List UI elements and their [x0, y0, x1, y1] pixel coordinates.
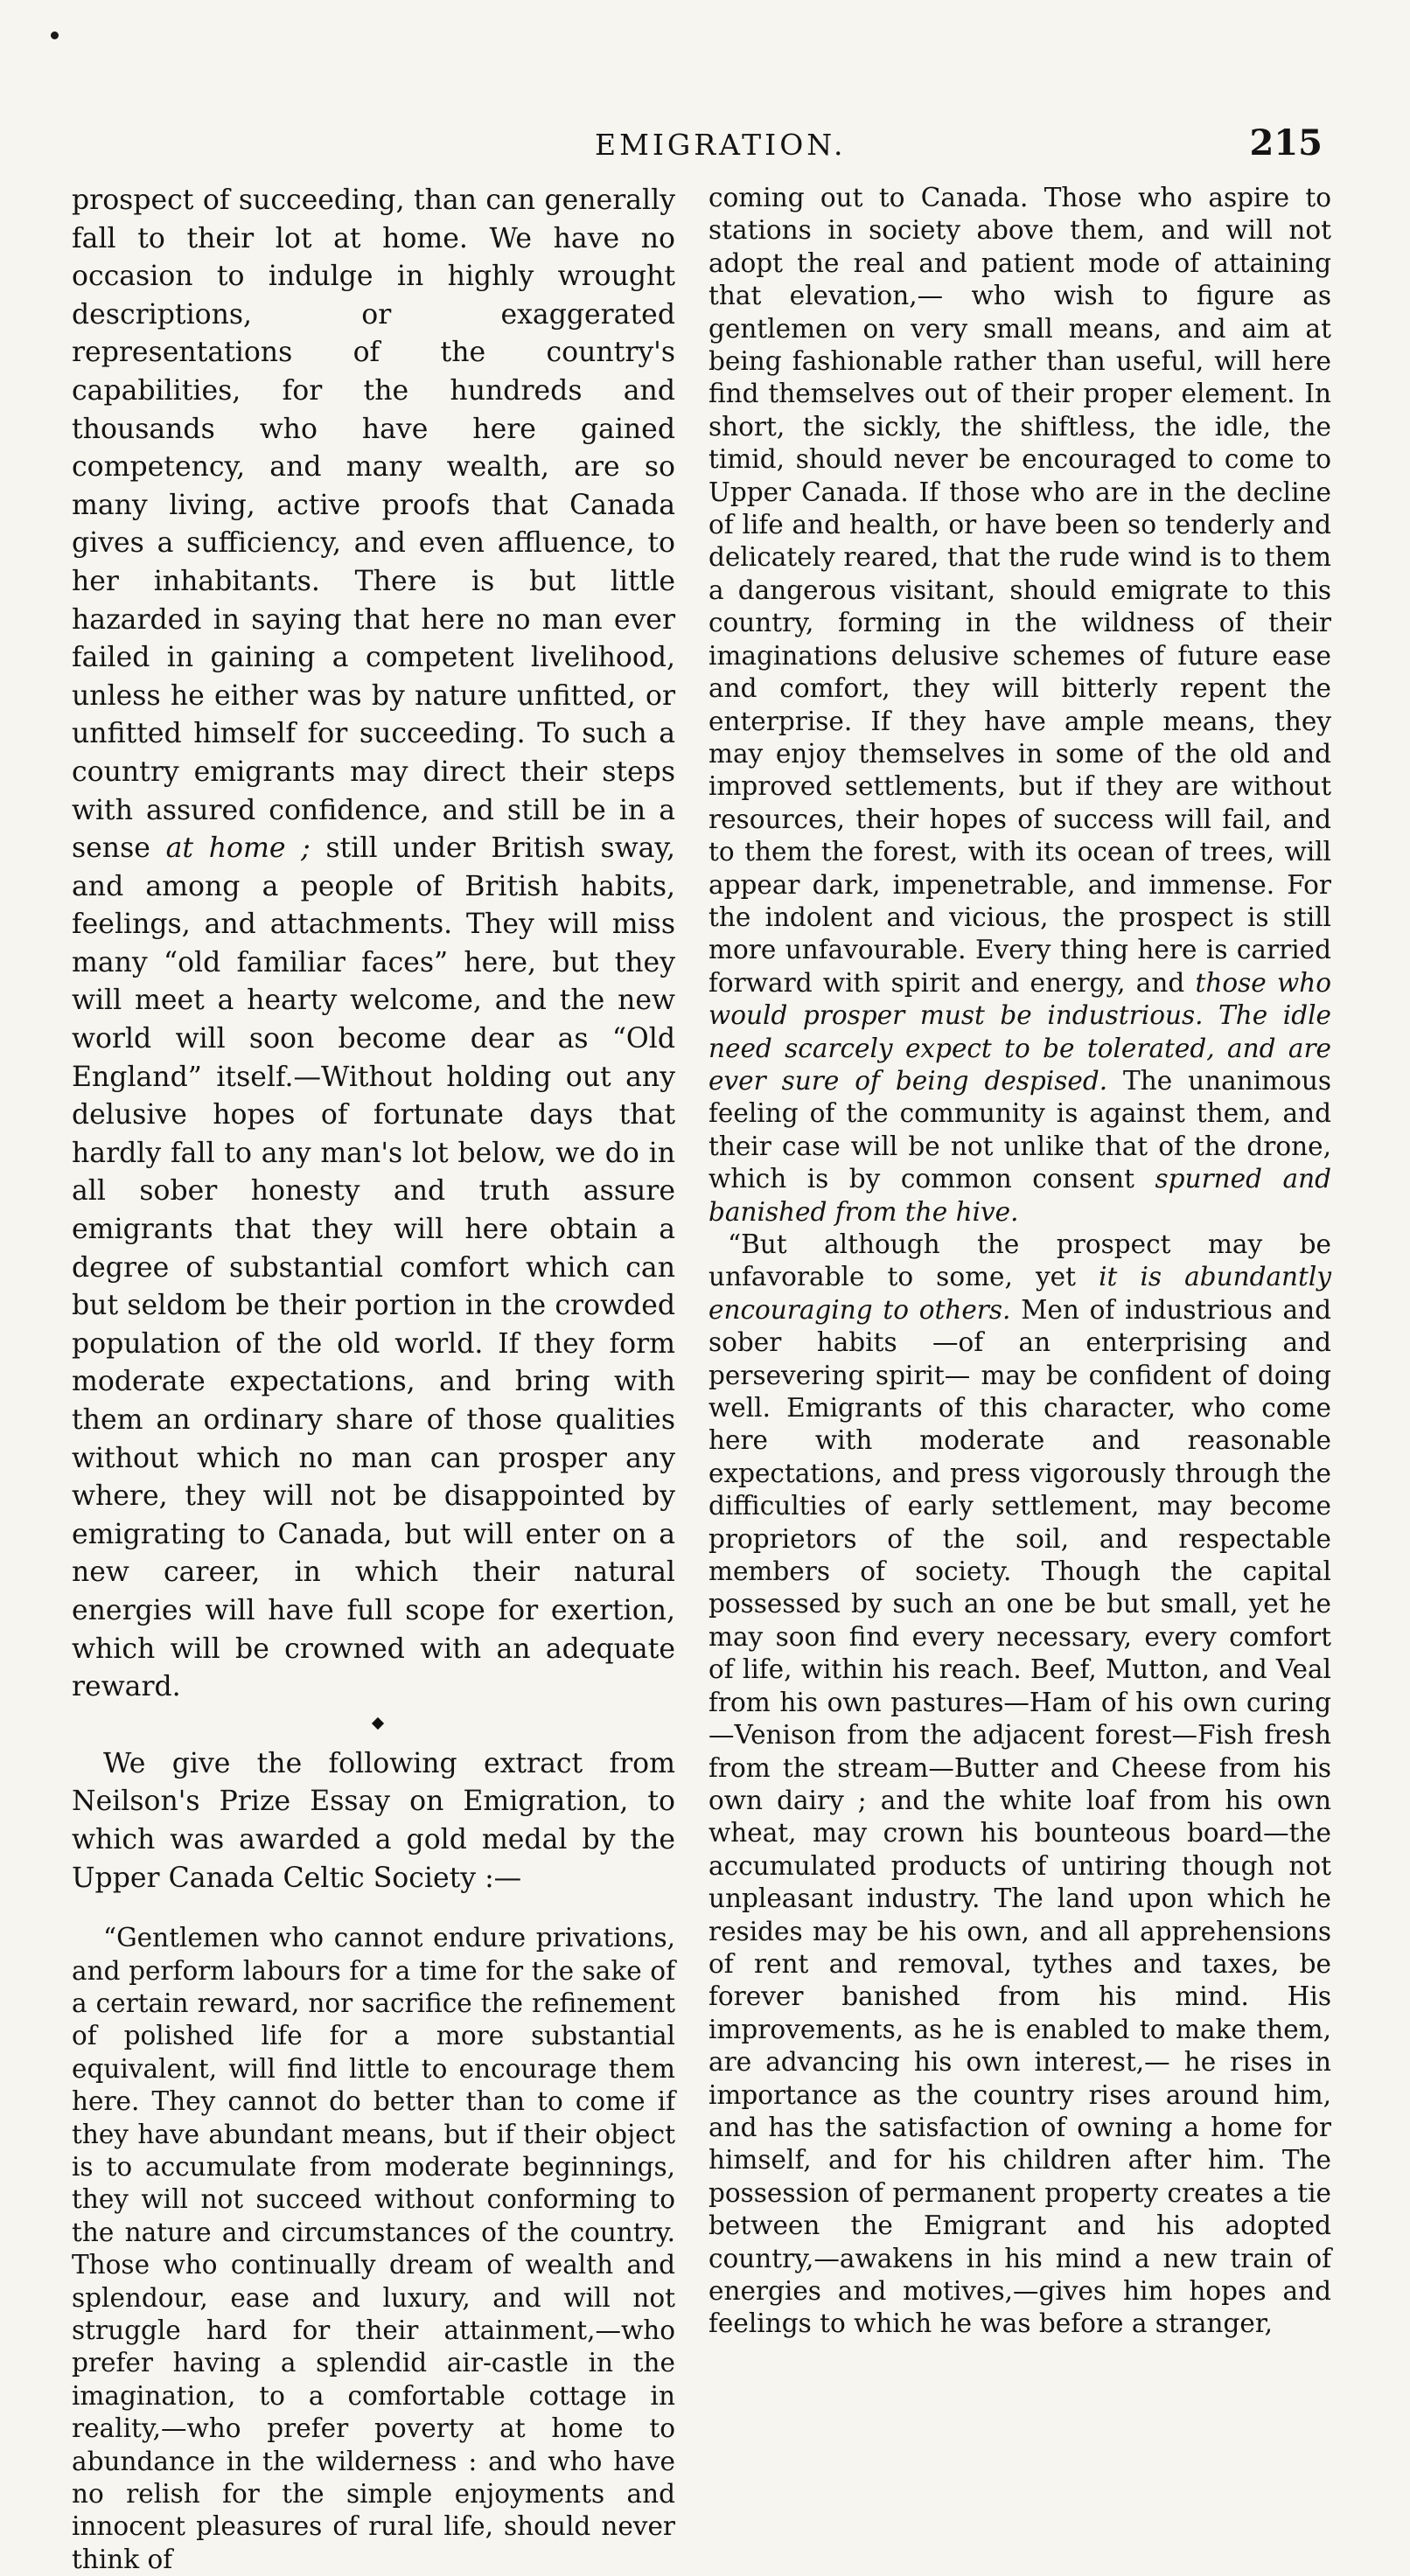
right-paragraph-1	[708, 182, 1331, 1229]
page-number: 215	[1249, 122, 1323, 164]
left-p1-end: still under British sway, and among a people of British habits, feelings, and attachments. They will miss many “old familiar faces” here, but they will meet a hearty welcome, and the new world will soon become dear as “Old England” itself.—Without holding out any delusive hopes of fortunate days that hardly fall to any man's lot below, we do in all sober honesty and truth assure emigrants that they will here obtain a degree of substantial comfort which can but seldom be their portion in the crowded population of the old world. If they form moderate expectations, and bring with them an ordinary share of those qualities without which no man can prosper any where, they will not be disappointed by emigrating to Canada, but will enter on a new career, in which their natural energies will have full scope for exertion, which will be crowned with an adequate reward.	[72, 832, 676, 1703]
running-title: EMIGRATION.	[595, 128, 847, 162]
left-paragraph-3-quote: “Gentlemen who cannot endure privations, and perform labours for a time for the sake of a certain reward, nor sacrifice the refinement of polished life for a more substantial equivalent, will find little to encourage them here. They cannot do better than to come if they have abundant means, but if their object is to accumulate from moderate beginnings, they will not succeed without conforming to the nature and circumstances of the country. Those who continually dream of wealth and splendour, ease and luxury, and will not struggle hard for their attainment,—who prefer having a splendid air-castle in the imagination, to a comfortable cottage in reality,—who prefer poverty at home to abundance in the wilderness : and who have no relish for the simple enjoyments and innocent pleasures of rural life, should never think of	[72, 1923, 675, 2574]
right-p1-emphasis-2: spurned and banished from the hive.	[708, 1164, 1331, 1227]
left-p1-text: prospect of succeeding, than can generally fall to their lot at home. We have no occasion to indulge in highly wrought descriptions, or exaggerated representations of the country's capabilities, for the hundreds and thousands who have here gained competency, and many wealth, are so many living, active proofs that Canada gives a sufficiency, and even affluence, to her inhabitants. There is but little hazarded in saying that here no man ever failed in gaining a competent livelihood, unless he either was by nature unfitted, or unfitted himself for succeeding. To such a country emigrants may direct their steps with assured confidence, and still be in a sense	[72, 184, 675, 865]
right-p2-rest: Men of industrious and sober habits —of an enterprising and persevering spirit— may be confident of doing well. Emigrants of this character, who come here with moderate and reasonable expectations, and press vigorously through the difficulties of early settlement, may become proprietors of the soil, and respectable members of society. Though the capital possessed by such an one be but small, yet he may soon find every necessary, every comfort of life, within his reach. Beef, Mutton, and Veal from his own pastures—Ham of his own curing—Venison from the adjacent forest—Fish fresh from the stream—Butter and Cheese from his own dairy ; and the white loaf from his own wheat, may crown his bounteous board—the accumulated products of untiring though not unpleasant industry. The land upon which he resides may be his own, and all apprehensions of rent and removal, tythes and taxes, be forever banished from his mind. His improvements, as he is enabled to make them, are advancing his own interest,— he rises in importance as the country rises around him, and has the satisfaction of owning a home for himself, and for his children after him. The possession of permanent property creates a tie between the Emigrant and his adopted country,—awakens in his mind a new train of energies and motives,—gives him hopes and feelings to which he was before a stranger,	[708, 1294, 1331, 2339]
diamond-ornament-icon	[372, 1717, 384, 1730]
right-paragraph-2	[708, 1229, 1331, 2341]
left-paragraph-1	[72, 182, 675, 1707]
page-speck	[51, 31, 59, 39]
left-p1-emphasis: at home ;	[165, 832, 311, 865]
right-p1-mid: The unanimous feeling of the community is against them, and their case will be not unlike that of the drone, which is by common consent	[708, 1065, 1332, 1194]
section-ornament	[72, 1707, 675, 1745]
right-column	[708, 182, 1331, 2341]
right-p1-emphasis-1: those who would prosper must be industrious. The idle need scarcely expect to be tolerated, and are ever sure of being despised.	[708, 967, 1331, 1096]
left-paragraph-2: We give the following extract from Neilson's Prize Essay on Emigration, to which was awarded a gold medal by the Upper Canada Celtic Society :—	[72, 1747, 675, 1894]
left-column	[72, 182, 675, 2576]
running-head	[0, 122, 1410, 175]
right-p2-emphasis: it is abundantly encouraging to others.	[708, 1262, 1331, 1325]
right-p2-start: “But although the prospect may be unfavorable to some, yet	[708, 1229, 1331, 1292]
right-p1-text: coming out to Canada. Those who aspire to stations in society above them, and will not adopt the real and patient mode of attaining that elevation,— who wish to figure as gentlemen on very small means, and aim at being fashionable rather than useful, will here find themselves out of their proper element. In short, the sickly, the shiftless, the idle, the timid, should never be encouraged to come to Upper Canada. If those who are in the decline of life and health, or have been so tenderly and delicately reared, that the rude wind is to them a dangerous visitant, should emigrate to this country, forming in the wildness of their imaginations delusive schemes of future ease and comfort, they will bitterly repent the enterprise. If they have ample means, they may enjoy themselves in some of the old and improved settlements, but if they are without resources, their hopes of success will fail, and to them the forest, with its ocean of trees, will appear dark, impenetrable, and immense. For the indolent and vicious, the prospect is still more unfavourable. Every thing here is carried forward with spirit and energy, and	[708, 183, 1331, 998]
